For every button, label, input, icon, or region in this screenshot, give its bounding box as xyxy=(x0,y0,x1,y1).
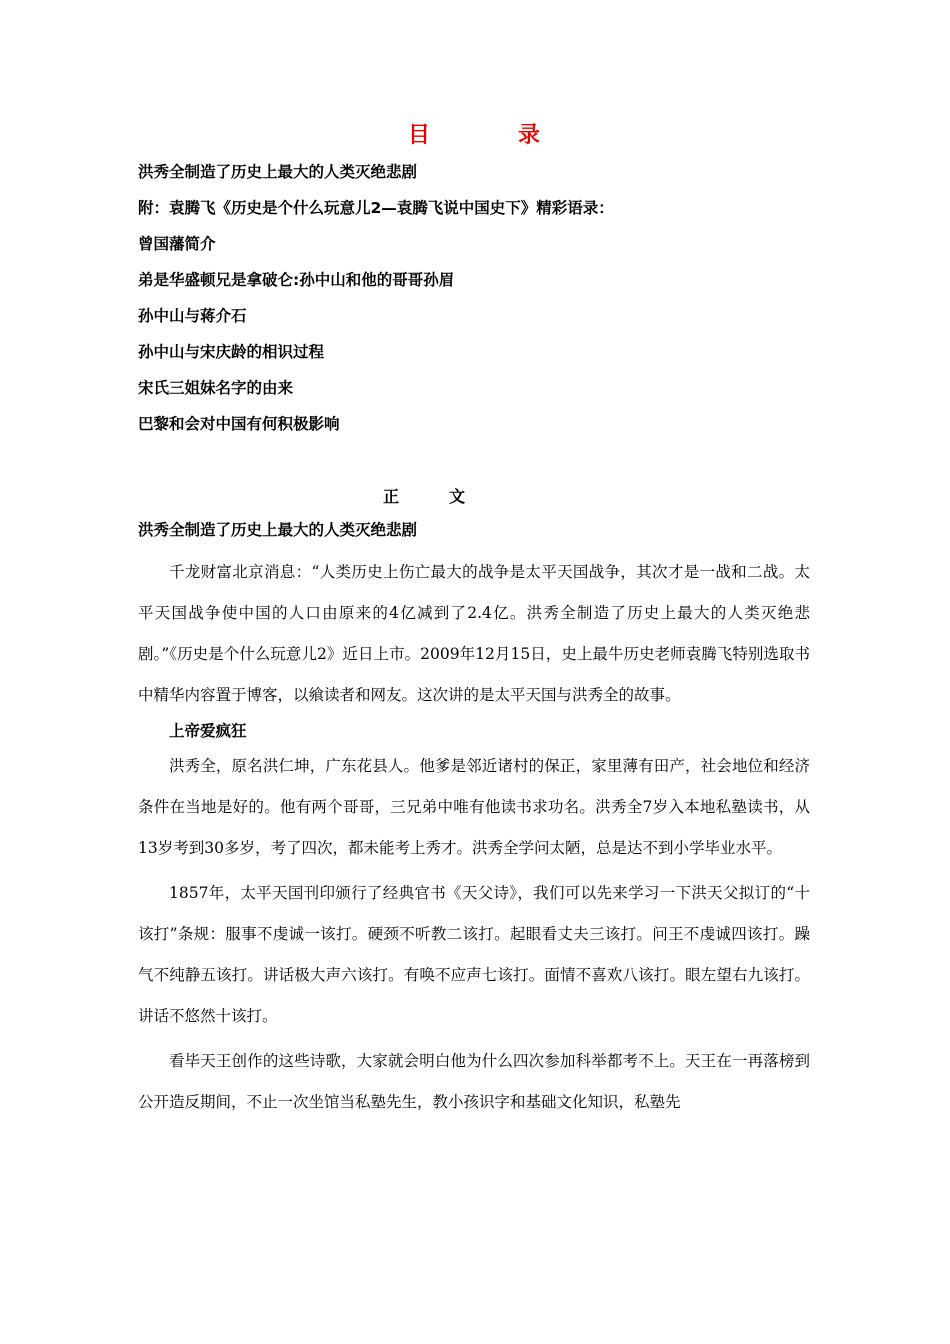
paragraph: 千龙财富北京消息：“人类历史上伤亡最大的战争是太平天国战争，其次才是一战和二战。太平天国战争使中国的人口由原来的4亿减到了2.4亿。洪秀全制造了历史上最大的人类灭绝悲剧。”《历史是个什么玩意儿2》近日上市。2009年12月15日，史上最牛历史老师袁腾飞特别选取书中精华内容置于博客，以飨读者和网友。这次讲的是太平天国与洪秀全的故事。 xyxy=(138,563,810,704)
paragraph: 1857年，太平天国刊印颁行了经典官书《天父诗》，我们可以先来学习一下洪天父拟订的“十该打”条规：服事不虔诚一该打。硬颈不听教二该打。起眼看丈夫三该打。问王不虔诚四该打。躁气不纯静五该打。讲话极大声六该打。有唤不应声七该打。面情不喜欢八该打。眼左望右九该打。讲话不悠然十该打。 xyxy=(138,884,810,1025)
toc-item[interactable]: 洪秀全制造了历史上最大的人类灭绝悲剧 xyxy=(138,163,418,181)
toc-item[interactable]: 附：袁腾飞《历史是个什么玩意儿2—袁腾飞说中国史下》精彩语录： xyxy=(138,199,614,217)
toc-item[interactable]: 巴黎和会对中国有何积极影响 xyxy=(138,415,340,433)
toc-item[interactable]: 曾国藩简介 xyxy=(138,235,216,253)
paragraph: 洪秀全，原名洪仁坤，广东花县人。他爹是邻近诸村的保正，家里薄有田产，社会地位和经济条件在当地是好的。他有两个哥哥，三兄弟中唯有他读书求功名。洪秀全7岁入本地私塾读书，从13岁考到30多岁，考了四次，都未能考上秀才。洪秀全学问太陋，总是达不到小学毕业水平。 xyxy=(138,757,810,857)
article-content xyxy=(138,552,810,1123)
article-title: 洪秀全制造了历史上最大的人类灭绝悲剧 xyxy=(138,521,418,539)
toc-item[interactable]: 孙中山与宋庆龄的相识过程 xyxy=(138,343,325,361)
toc-item[interactable]: 弟是华盛顿兄是拿破仑:孙中山和他的哥哥孙眉 xyxy=(138,271,455,289)
paragraph: 看毕天王创作的这些诗歌，大家就会明白他为什么四次参加科举都考不上。天王在一再落榜到公开造反期间，不止一次坐馆当私塾先生，教小孩识字和基础文化知识，私塾先 xyxy=(138,1052,810,1111)
subheading: 上帝爱疯狂 xyxy=(169,722,247,740)
toc-title: 目录 xyxy=(407,122,628,148)
toc-item[interactable]: 孙中山与蒋介石 xyxy=(138,307,247,325)
toc-list xyxy=(138,160,810,448)
body-section-title: 正文 xyxy=(382,487,515,506)
toc-item[interactable]: 宋氏三姐妹名字的由来 xyxy=(138,379,294,397)
